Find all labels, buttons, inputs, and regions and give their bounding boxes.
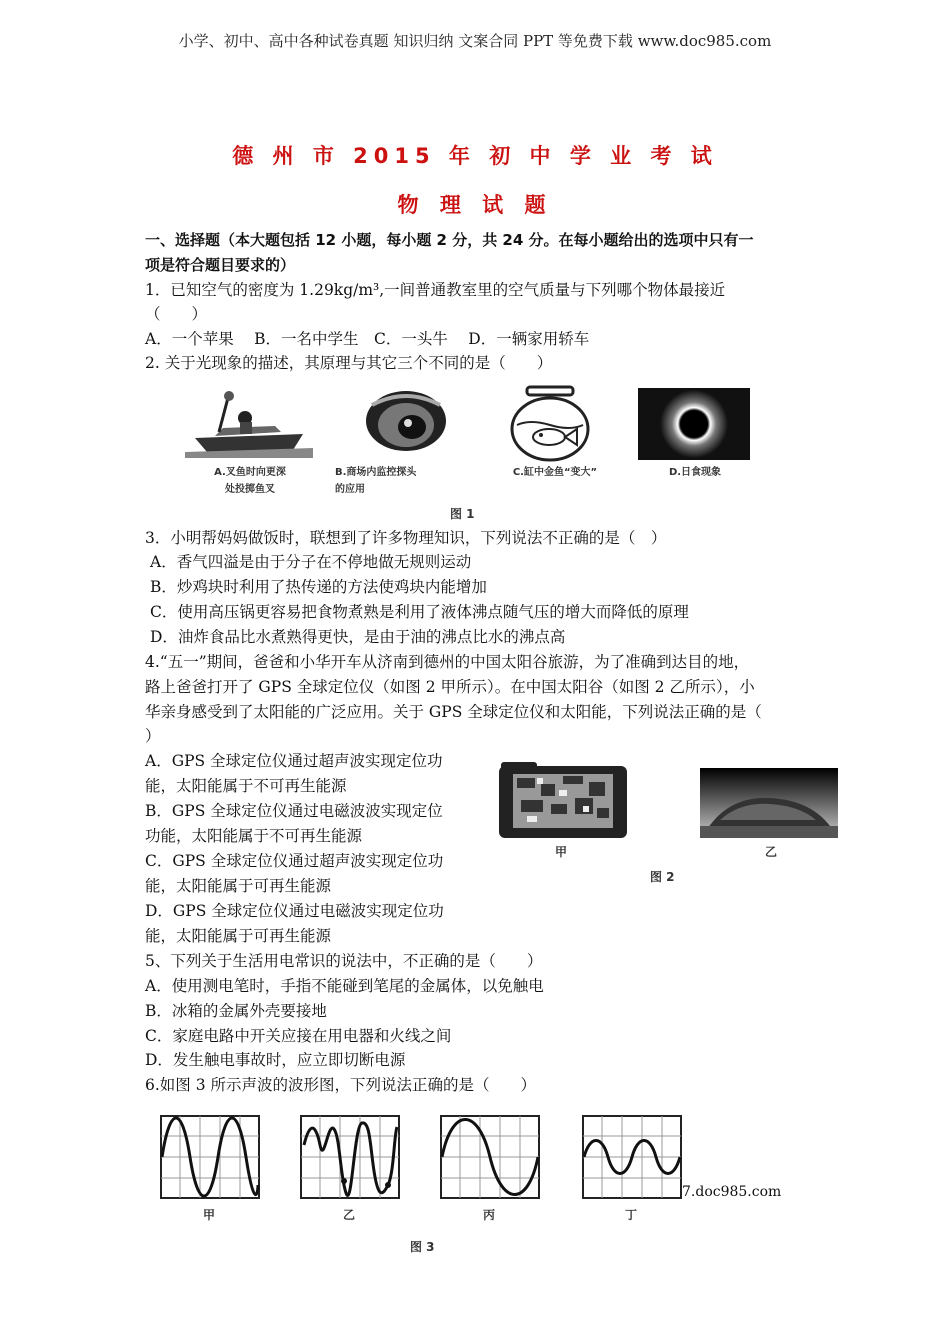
page-header: 小学、初中、高中各种试卷真题 知识归纳 文案合同 PPT 等免费下载 www.doc985.com [178, 32, 772, 50]
waveform-ding [582, 1115, 682, 1199]
q5-option-b: B．冰箱的金属外壳要接地 [145, 1002, 327, 1020]
q4-option-a-line1: A．GPS 全球定位仪通过超声波实现定位功 [145, 752, 443, 770]
fig3-label-bing: 丙 [483, 1208, 496, 1222]
q1-stem: 1．已知空气的密度为 1.29kg/m³,一间普通教室里的空气质量与下列哪个物体最接近 [145, 281, 726, 299]
q4-option-b-line1: B．GPS 全球定位仪通过电磁波波实现定位 [145, 802, 443, 820]
exam-title: 德 州 市 2015 年 初 中 学 业 考 试 [232, 144, 718, 168]
fig2-label-yi: 乙 [765, 845, 778, 859]
waveform-yi [300, 1115, 400, 1199]
q4-option-c-line1: C．GPS 全球定位仪通过超声波实现定位功 [145, 852, 444, 870]
watermark-url: 7.doc985.com [682, 1184, 782, 1200]
q1-stem-bracket: （ ） [145, 305, 208, 323]
figure-3-label: 图 3 [410, 1240, 435, 1254]
waveform-bing [440, 1115, 540, 1199]
section-heading-line2: 项是符合题目要求的） [145, 256, 296, 274]
q4-stem-line1: 4.“五一”期间，爸爸和小华开车从济南到德州的中国太阳谷旅游，为了准确到达目的地， [145, 653, 750, 671]
surveillance-camera-image [360, 385, 452, 457]
q3-option-c: C．使用高压锅更容易把食物煮熟是利用了液体沸点随气压的增大而降低的原理 [150, 603, 689, 621]
q5-option-c: C．家庭电路中开关应接在用电器和火线之间 [145, 1027, 452, 1045]
q5-option-a: A．使用测电笔时，手指不能碰到笔尾的金属体，以免触电 [145, 977, 544, 995]
section-heading-line1: 一、选择题（本大题包括 12 小题，每小题 2 分，共 24 分。在每小题给出的选项中只有一 [145, 231, 754, 249]
q2-stem: 2. 关于光现象的描述，其原理与其它三个不同的是（ ） [145, 354, 553, 372]
fig1-caption-b-line1: B.商场内监控探头 [335, 467, 417, 478]
q4-option-d-line2: 能，太阳能属于可再生能源 [145, 927, 332, 945]
q6-stem: 6.如图 3 所示声波的波形图，下列说法正确的是（ ） [145, 1076, 537, 1094]
q3-option-b: B．炒鸡块时利用了热传递的方法使鸡块内能增加 [150, 578, 487, 596]
fig1-caption-d: D.日食现象 [668, 467, 722, 478]
figure-2-label: 图 2 [650, 870, 675, 884]
solar-valley-building-image [700, 768, 838, 838]
q4-option-d-line1: D．GPS 全球定位仪通过电磁波实现定位功 [145, 902, 444, 920]
goldfish-bowl-image [505, 385, 595, 463]
waveform-jia [160, 1115, 260, 1199]
q4-option-b-line2: 功能，太阳能属于不可再生能源 [145, 827, 363, 845]
q1-options: A．一个苹果 B．一名中学生 C．一头牛 D．一辆家用轿车 [145, 330, 590, 348]
fig1-caption-c: C.缸中金鱼“变大” [512, 467, 598, 478]
exam-subtitle: 物 理 试 题 [397, 193, 553, 217]
fig1-caption-b-line2: 的应用 [335, 484, 365, 495]
q3-stem: 3．小明帮妈妈做饭时，联想到了许多物理知识，下列说法不正确的是（ ） [145, 529, 667, 547]
gps-device-image [497, 762, 629, 840]
fig1-caption-a-line1: A.叉鱼时向更深 [214, 467, 286, 478]
q4-stem-line4: ） [145, 727, 161, 745]
q4-stem-line3: 华亲身感受到了太阳能的广泛应用。关于 GPS 全球定位仪和太阳能，下列说法正确的是（ [145, 703, 762, 721]
q4-stem-line2: 路上爸爸打开了 GPS 全球定位仪（如图 2 甲所示）。在中国太阳谷（如图 2 乙所示），小 [145, 678, 755, 696]
figure-1-label: 图 1 [450, 507, 475, 521]
q5-stem: 5、下列关于生活用电常识的说法中，不正确的是（ ） [145, 952, 543, 970]
q3-option-d: D．油炸食品比水煮熟得更快，是由于油的沸点比水的沸点高 [150, 628, 566, 646]
fishing-spear-image [185, 388, 313, 458]
q5-option-d: D．发生触电事故时，应立即切断电源 [145, 1051, 406, 1069]
solar-eclipse-image [638, 388, 750, 460]
fig1-caption-a-line2: 处投掷鱼叉 [225, 484, 275, 495]
fig2-label-jia: 甲 [555, 845, 568, 859]
fig3-label-ding: 丁 [625, 1208, 638, 1222]
fig3-label-yi: 乙 [343, 1208, 356, 1222]
q4-option-c-line2: 能，太阳能属于可再生能源 [145, 877, 332, 895]
q3-option-a: A．香气四溢是由于分子在不停地做无规则运动 [150, 553, 472, 571]
fig3-label-jia: 甲 [203, 1208, 216, 1222]
q4-option-a-line2: 能，太阳能属于不可再生能源 [145, 777, 347, 795]
